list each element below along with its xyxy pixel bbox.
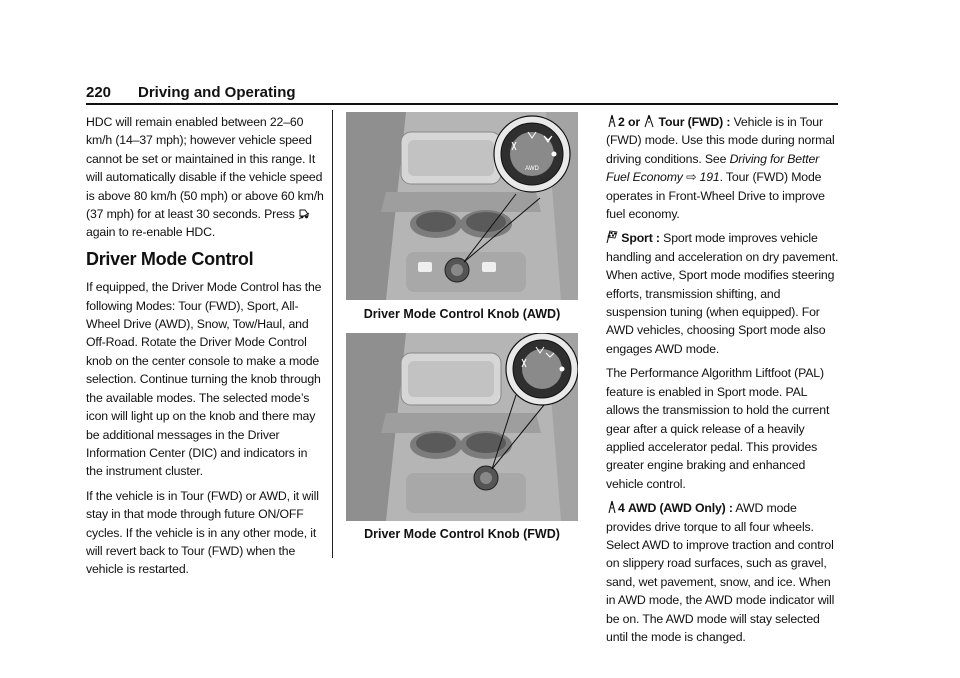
- sport-mode-paragraph: [606, 229, 841, 358]
- knob-awd-label: AWD: [525, 166, 539, 172]
- header-rule: [86, 103, 838, 105]
- section-title: Driving and Operating: [138, 84, 296, 101]
- hdc-text-tail: again to re-enable HDC.: [86, 225, 216, 240]
- hdc-text: HDC will remain enabled between 22–60 km/h (14–37 mph); however vehicle speed cannot be set or maintained in this range. It will automatically disable if the vehicle speed is above 80 km/h (50 mph) or above 60 km/h (37 mph) for at least 30 seconds. Press: [86, 115, 324, 222]
- page-header: [86, 80, 838, 104]
- tour-term-2: 2: [618, 115, 625, 129]
- tour-2wd-icon: [606, 114, 618, 128]
- tour-or: or: [627, 115, 640, 129]
- mode-persistence-paragraph: If the vehicle is in Tour (FWD) or AWD, it will stay in that mode through future ON/OFF cycles. If the vehicle is in any other mode, it will revert back to Tour (FWD) when the vehicle is restarted.: [86, 488, 319, 577]
- page-number: 220: [86, 84, 112, 101]
- fuel-economy-page-ref[interactable]: 191: [699, 170, 720, 185]
- tour-text: Vehicle is in Tour (FWD) mode. Use this mode during normal driving conditions. See: [606, 115, 835, 166]
- column-divider: [332, 110, 333, 558]
- awd-mode-paragraph: [606, 499, 841, 646]
- sport-text: Sport mode improves vehicle handling and acceleration on dry pavement. When active, Sport mode modifies steering efforts, transmission shifting, and suspension tuning (when equipped). For AWD vehicles, choosing Sport mode also engages AWD mode.: [606, 231, 839, 356]
- hill-descent-icon: [298, 206, 310, 220]
- mode-intro-paragraph: If equipped, the Driver Mode Control has the following Modes: Tour (FWD), Sport, All-Wheel Drive (AWD), Snow, Tow/Haul, and Off-Road. Rotate the Driver Mode Control knob on the center console to make a mode selection. Continue turning the knob through the available modes. The selected mode’s icon will light up on the knob and there may be additional messages in the Driver Information Center (DIC) and indicators in the instrument cluster.: [86, 280, 322, 479]
- awd-text: AWD mode provides drive torque to all four wheels. Select AWD to improve traction and control on slippery road surfaces, such as gravel, sand, wet pavement, snow, and ice. When in AWD mode, the AWD mode indicator will be on. The AWD mode will stay selected until the mode is changed.: [606, 501, 835, 644]
- sport-term: Sport :: [621, 231, 660, 246]
- fuel-economy-link[interactable]: Driving for Better Fuel Economy: [606, 151, 820, 185]
- awd-term: AWD (AWD Only) :: [627, 501, 733, 516]
- left-column: [86, 113, 326, 585]
- arrow-right-icon: ⇨: [686, 170, 697, 185]
- figure-knob-awd: [346, 112, 578, 300]
- awd-term-4: 4: [618, 501, 625, 516]
- checkered-flag-icon: [606, 230, 618, 244]
- hdc-paragraph: [86, 113, 326, 242]
- section-heading: Driver Mode Control: [86, 248, 254, 269]
- tour-road-icon: [643, 114, 655, 128]
- console-illustration-fwd: [346, 333, 578, 521]
- console-illustration-awd: [346, 112, 578, 300]
- right-column: [606, 113, 841, 652]
- tour-text-2: . Tour (FWD) Mode operates in Front-Wheel Drive to improve fuel economy.: [606, 170, 825, 222]
- tour-mode-paragraph: [606, 113, 841, 223]
- figure-caption-awd: Driver Mode Control Knob (AWD): [363, 307, 561, 321]
- figure-caption-fwd: Driver Mode Control Knob (FWD): [364, 527, 560, 541]
- figure-knob-fwd: [346, 333, 578, 521]
- tour-term: Tour (FWD) :: [658, 115, 731, 129]
- pal-paragraph: The Performance Algorithm Liftfoot (PAL) feature is enabled in Sport mode. PAL allows the transmission to hold the current gear after a quick release of a heavily applied accelerator pedal. This provides greater engine braking and enhanced vehicle control.: [606, 366, 830, 491]
- awd-road-icon: [606, 500, 618, 514]
